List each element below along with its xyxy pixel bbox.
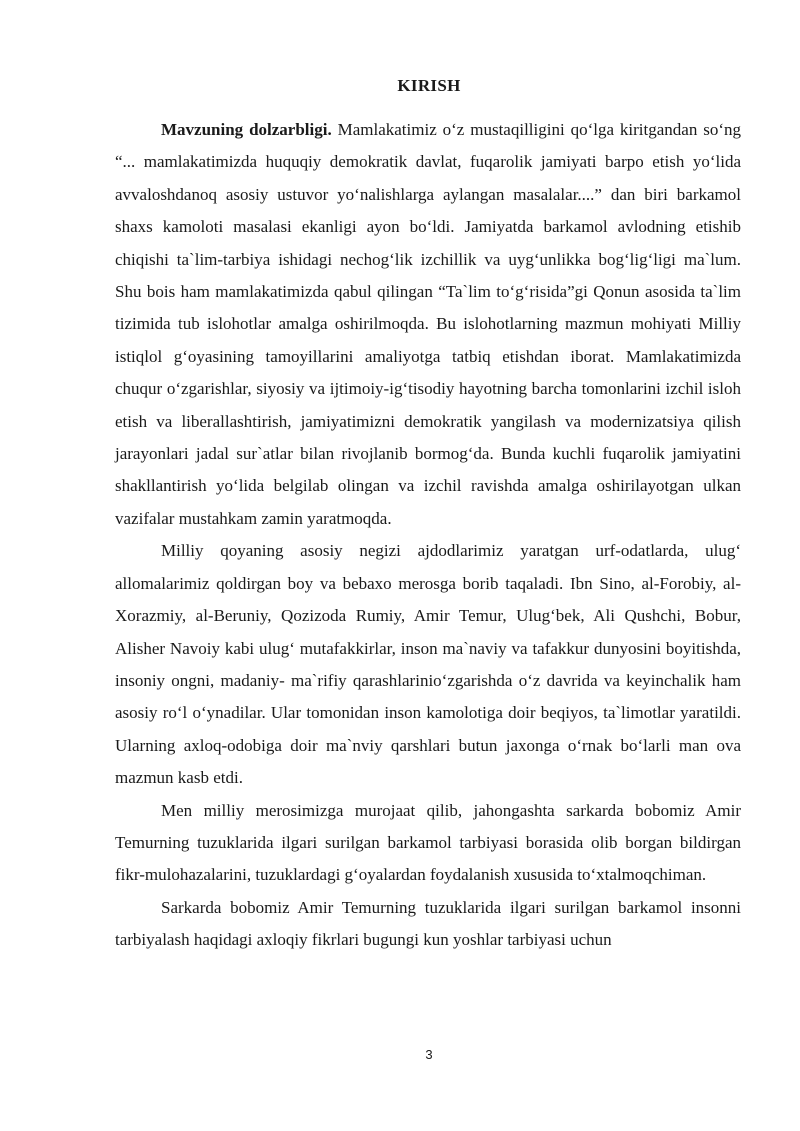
paragraph-text: Mamlakatimiz o‘z mustaqilligini qo‘lga kiritgandan so‘ng “... mamlakatimizda huquqiy demokratik davlat, fuqarolik jamiyati barpo etish yo‘lida avvaloshdanoq asosiy ustuvor yo‘nalishlarga aylangan masalalar....” dan biri barkamol shaxs kamoloti masalasi ekanligi ayon bo‘ldi. Jamiyatda barkamol avlodning etishib chiqishi ta`lim-tarbiya ishidagi nechog‘lik izchillik va uyg‘unlikka bog‘lig‘ligi ma`lum. Shu bois ham mamlakatimizda qabul qilingan “Ta`lim to‘g‘risida”gi Qonun asosida ta`lim tizimida tub islohotlar amalga oshirilmoqda. Bu islohotlarning mazmun mohiyati Milliy istiqlol g‘oyasining tamoyillarini amaliyotga tatbiq etishdan iborat. Mamlakatimizda chuqur o‘zgarishlar, siyosiy va ijtimoiy-ig‘tisodiy hayotning barcha tomonlarini izchil isloh etish va liberallashtirish, jamiyatimizni demokratik yangilash va modernizatsiya qilish jarayonlari jadal sur`atlar bilan rivojlanib bormog‘da. Bunda kuchli fuqarolik jamiyatini shakllantirish yo‘lida belgilab olingan va izchil ravishda amalga oshirilayotgan ulkan vazifalar mustahkam zamin yaratmoqda. — [115, 120, 741, 528]
page-number: 3 — [425, 1047, 433, 1062]
paragraph-text: Men milliy merosimizga murojaat qilib, jahongashta sarkarda bobomiz Amir Temurning tuzuklarida ilgari surilgan barkamol tarbiyasi borasida olib borgan bildirgan fikr-mulohazalarini, tuzuklardagi g‘oyalardan foydalanish xususida to‘xtalmoqchiman. — [115, 800, 741, 885]
paragraph-heritage — [115, 795, 741, 892]
paragraph-temur — [115, 892, 741, 957]
paragraph-text: Sarkarda bobomiz Amir Temurning tuzuklarida ilgari surilgan barkamol insonni tarbiyalash haqidagi axloqiy fikrlari bugungi kun yoshlar tarbiyasi uchun — [115, 897, 741, 950]
document-body — [115, 114, 741, 957]
section-title: KIRISH — [397, 76, 461, 95]
paragraph-lead: Mavzuning dolzarbligi. — [161, 120, 332, 139]
paragraph-relevance — [115, 114, 741, 535]
paragraph-text: Milliy qoyaning asosiy negizi ajdodlarimiz yaratgan urf-odatlarda, ulug‘ allomalarimiz qoldirgan boy va bebaxo merosga borib taqaladi. Ibn Sino, al-Forobiy, al-Xorazmiy, al-Beruniy, Qozizoda Rumiy, Amir Temur, Ulug‘bek, Ali Qushchi, Bobur, Alisher Navoiy kabi ulug‘ mutafakkirlar, inson ma`naviy va tafakkur dunyosini boyitishda, insoniy ongni, madaniy- ma`rifiy qarashlarinio‘zgarishda o‘z davrida va keyinchalik ham asosiy ro‘l o‘ynadilar. Ular tomonidan inson kamolotiga doir beqiyos, ta`limotlar yaratildi. Ularning axloq-odobiga doir ma`nviy qarshlari butun jaxonga o‘rnak bo‘larli man ova mazmun kasb etdi. — [115, 541, 741, 788]
paragraph-national-idea — [115, 535, 741, 794]
